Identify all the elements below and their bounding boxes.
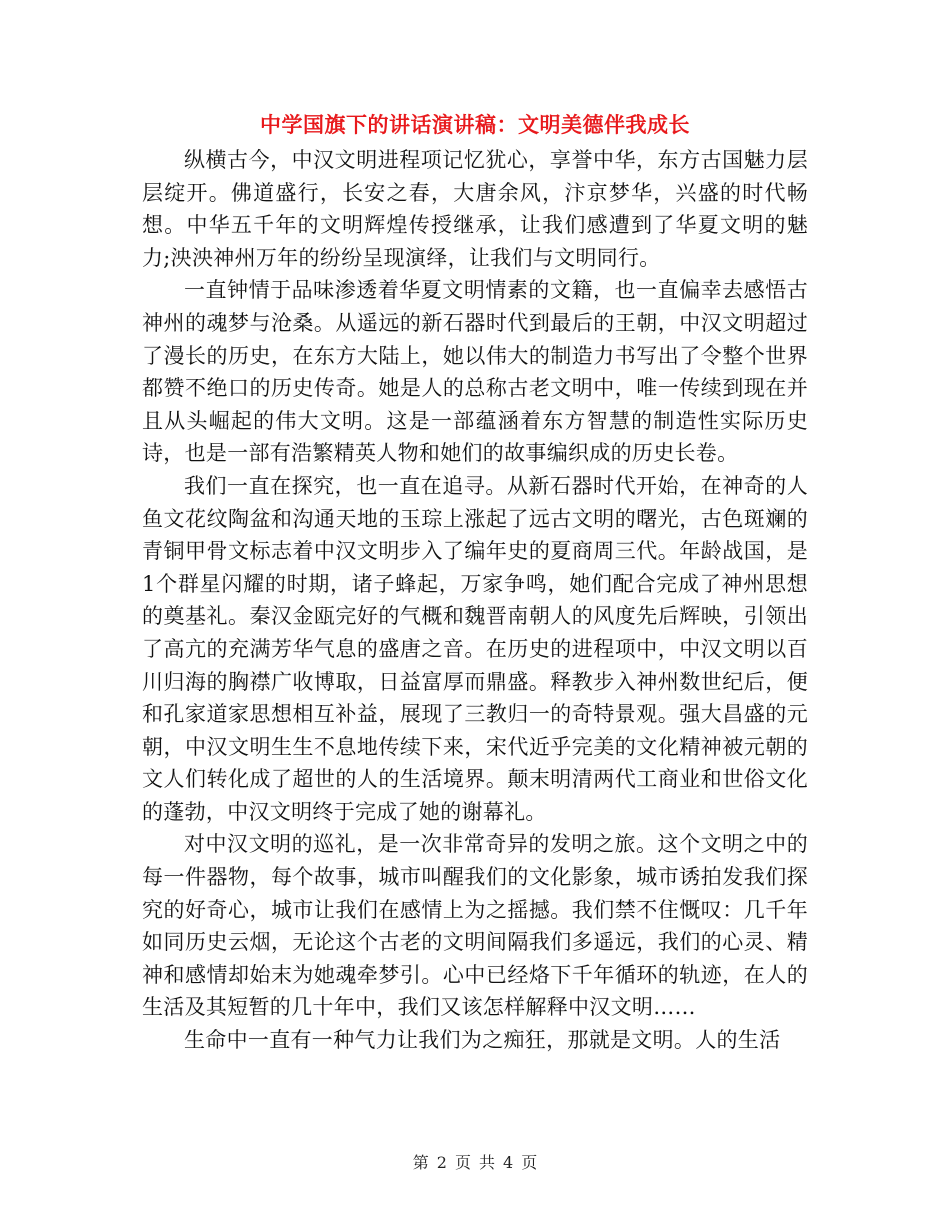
document-title: 中学国旗下的讲话演讲稿：文明美德伴我成长 (260, 112, 690, 137)
page-total-prefix: 共 (479, 1153, 496, 1172)
paragraph-5: 生命中一直有一种气力让我们为之痴狂，那就是文明。人的生活 (184, 1028, 781, 1053)
page-label-mid: 页 (454, 1153, 471, 1172)
page-label-prefix: 第 (412, 1153, 429, 1172)
page-current-number: 2 (436, 1153, 447, 1172)
page-label-suffix: 页 (521, 1153, 538, 1172)
paragraph-4: 对中汉文明的巡礼，是一次非常奇异的发明之旅。这个文明之中的每一件器物，每个故事，城市叫醒我们的文化影象，城市诱拍发我们探究的好奇心，城市让我们在感情上为之摇撼。我们禁不住慨叹：几千年如同历史云烟，无论这个古老的文明间隔我们多遥远，我们的心灵、精神和感情却始末为她魂牵梦引。心中已经烙下千年循环的轨迹，在人的生活及其短暂的几十年中，我们又该怎样解释中汉文明…… (142, 832, 808, 1020)
page-total-number: 4 (503, 1153, 514, 1172)
paragraph-3: 我们一直在探究，也一直在追寻。从新石器时代开始，在神奇的人鱼文花纹陶盆和沟通天地的玉琮上涨起了远古文明的曙光，古色斑斓的青铜甲骨文标志着中汉文明步入了编年史的夏商周三代。年龄战国，是1个群星闪耀的时期，诸子蜂起，万家争鸣，她们配合完成了神州思想的奠基礼。秦汉金瓯完好的气概和魏晋南朝人的风度先后辉映，引领出了高亢的充满芳华气息的盛唐之音。在历史的进程项中，中汉文明以百川归海的胸襟广收博取，日益富厚而鼎盛。释教步入神州数世纪后，便和孔家道家思想相互补益，展现了三教归一的奇特景观。强大昌盛的元朝，中汉文明生生不息地传续下来，宋代近乎完美的文化精神被元朝的文人们转化成了超世的人的生活境界。颠末明清两代工商业和世俗文化的蓬勃，中汉文明终于完成了她的谢幕礼。 (142, 473, 808, 824)
paragraph-2: 一直钟情于品味渗透着华夏文明情素的文籍，也一直偏幸去感悟古神州的魂梦与沧桑。从遥远的新石器时代到最后的王朝，中汉文明超过了漫长的历史，在东方大陆上，她以伟大的制造力书写出了令整个世界都赞不绝口的历史传奇。她是人的总称古老文明中，唯一传续到现在并且从头崛起的伟大文明。这是一部蕴涵着东方智慧的制造性实际历史诗，也是一部有浩繁精英人物和她们的故事编织成的历史长卷。 (142, 278, 808, 466)
document-body (142, 144, 808, 1057)
paragraph-1: 纵横古今，中汉文明进程项记忆犹心，享誉中华，东方古国魅力层层绽开。佛道盛行，长安之春，大唐余风，汴京梦华，兴盛的时代畅想。中华五千年的文明辉煌传授继承，让我们感遭到了华夏文明的魅力;泱泱神州万年的纷纷呈现演绎，让我们与文明同行。 (142, 148, 808, 270)
page-footer (0, 1152, 950, 1174)
